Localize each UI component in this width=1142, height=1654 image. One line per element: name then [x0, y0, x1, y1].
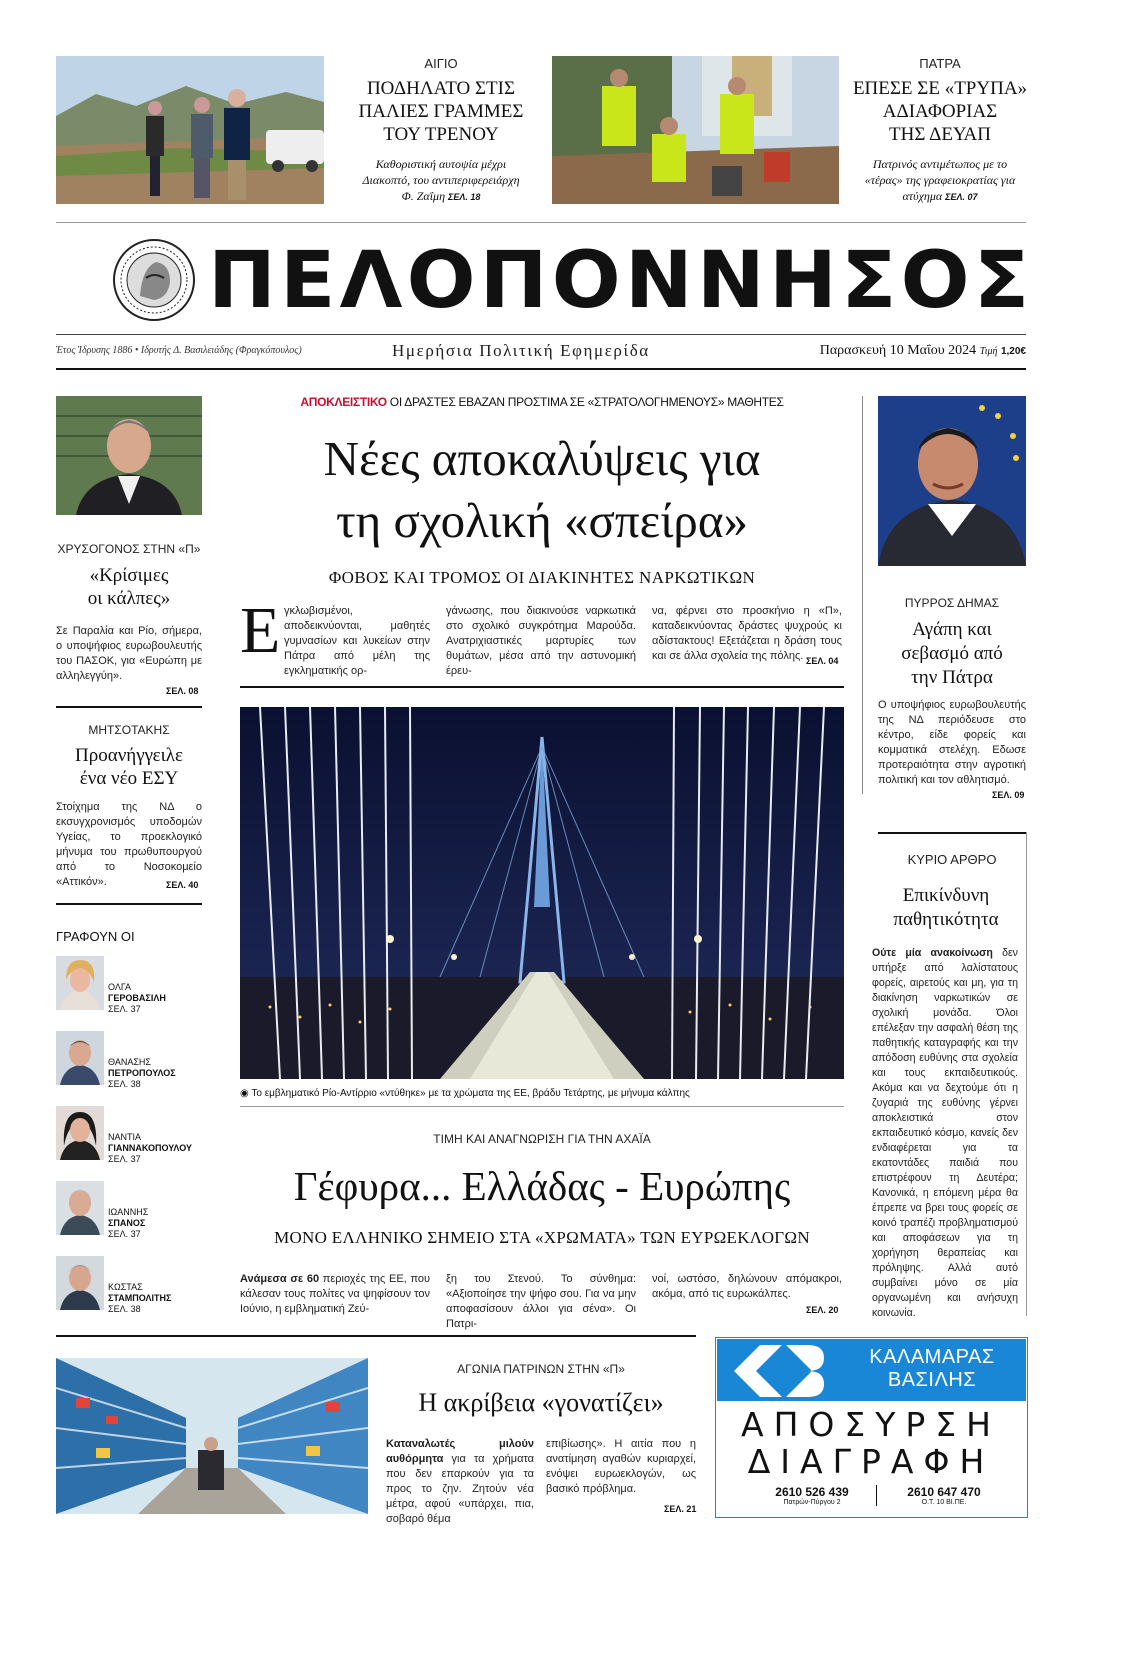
- page-ref[interactable]: ΣΕΛ. 04: [806, 656, 839, 666]
- top-left-headline-line: ΠΑΛΙΕΣ ΓΡΑΜΜΕΣ: [358, 101, 524, 122]
- right1-kicker: ΠΥΡΡΟΣ ΔΗΜΑΣ: [904, 596, 1000, 610]
- divider: [862, 396, 863, 794]
- writer-item[interactable]: [56, 1256, 206, 1312]
- divider: [56, 706, 202, 708]
- advertisement[interactable]: [715, 1337, 1028, 1518]
- top-right-headline-line: ΤΗΣ ΔΕΥΑΠ: [889, 124, 991, 145]
- editorial-body: [872, 946, 1018, 1321]
- ad-service-line: ΑΠΟΣΥΡΣΗ: [741, 1405, 1001, 1444]
- left2-headline[interactable]: [56, 744, 202, 790]
- lead-subheadline: ΦΟΒΟΣ ΚΑΙ ΤΡΟΜΟΣ ΟΙ ΔΙΑΚΙΝΗΤΕΣ ΝΑΡΚΩΤΙΚΩΝ: [328, 568, 756, 587]
- divider: [56, 222, 1026, 223]
- lead-headline-line: τη σχολική «σπείρα»: [335, 493, 749, 548]
- left1-headline[interactable]: [56, 564, 202, 610]
- masthead-title[interactable]: ΠΕΛΟΠΟΝΝΗΣΟΣ: [208, 236, 1034, 326]
- top-right-sub-line: ατύχημα: [902, 189, 943, 203]
- bottom-column: επιβίωσης». Η αιτία που η ανατίμηση αγαθών κυριαρχεί, ενόψει ευρωεκλογών, ως βασικό πρόβλημα.: [546, 1438, 696, 1495]
- top-left-kicker: ΑΙΓΙΟ: [424, 56, 458, 71]
- writer-first-name: ΝΑΝΤΙΑ: [108, 1132, 142, 1142]
- left-portrait-photo: [56, 396, 202, 515]
- founded-line: Έτος Ίδρυσης 1886 • Ιδρυτής Δ. Βασιλειάδης (Φραγκόπουλος): [56, 345, 302, 356]
- top-right-headline-line: ΑΔΙΑΦΟΡΙΑΣ: [882, 101, 998, 122]
- bridge-column: ξη του Στενού. Το σύνθημα: «Αξιοποίησε την ψήφο σου. Για να μην αποφασίσουν άλλοι για σένα». Οι Πατρι-: [446, 1273, 636, 1330]
- page-ref[interactable]: ΣΕΛ. 20: [806, 1305, 839, 1315]
- writer-page: ΣΕΛ. 37: [108, 1154, 141, 1164]
- bottom-headline[interactable]: Η ακρίβεια «γονατίζει»: [418, 1388, 664, 1417]
- bridge-photo[interactable]: [240, 707, 844, 1079]
- bottom-kicker: ΑΓΩΝΙΑ ΠΑΤΡΙΝΩΝ ΣΤΗΝ «Π»: [457, 1362, 625, 1376]
- bridge-lead-bold: Ανάμεσα σε 60: [240, 1273, 320, 1285]
- left1-kicker: ΧΡΥΣΟΓΟΝΟΣ ΣΤΗΝ «Π»: [57, 542, 201, 556]
- camera-icon: ◉: [240, 1088, 249, 1099]
- writer-page: ΣΕΛ. 38: [108, 1304, 141, 1314]
- writer-item[interactable]: [56, 1031, 206, 1087]
- page-ref[interactable]: ΣΕΛ. 18: [448, 192, 481, 202]
- bridge-caption: Το εμβληματικό Ρίο-Αντίρριο «ντύθηκε» με τα χρώματα της ΕΕ, βράδυ Τετάρτης, με μήνυμα κάλπης: [251, 1088, 690, 1099]
- page-ref[interactable]: ΣΕΛ. 21: [664, 1504, 697, 1514]
- bridge-subheadline: ΜΟΝΟ ΕΛΛΗΝΙΚΟ ΣΗΜΕΙΟ ΣΤΑ «ΧΡΩΜΑΤΑ» ΤΩΝ ΕΥΡΩΕΚΛΟΓΩΝ: [274, 1228, 810, 1247]
- lead-column: να, φέρνει στο προσκήνιο η «Π», καταδεικνύοντας δράστες ψυχρούς κι αδίστακτους! Εξετάζεται η δράση τους και σε άλλα σχολεία της πόλης.: [652, 605, 842, 662]
- ad-name-line: ΚΑΛΑΜΑΡΑΣ: [869, 1346, 995, 1368]
- supermarket-photo: [56, 1358, 368, 1514]
- ad-service-line: ΔΙΑΓΡΑΦΗ: [747, 1442, 995, 1481]
- lead-headline[interactable]: [232, 428, 852, 552]
- writer-last-name: ΣΠΑΝΟΣ: [108, 1218, 146, 1228]
- ad-service: [726, 1406, 1016, 1480]
- divider: [240, 686, 844, 688]
- writer-last-name: ΣΤΑΜΠΟΛΙΤΗΣ: [108, 1293, 172, 1303]
- top-right-kicker: ΠΑΤΡΑ: [919, 56, 961, 71]
- top-left-photo: [56, 56, 324, 204]
- top-left-sub-line: Διακοπτό, του αντιπεριφερειάρχη: [362, 173, 520, 187]
- bridge-column: [240, 1272, 430, 1317]
- lead-column: γάνωσης, που διακινούσε ναρκωτικά στο σχολικό συγκρότημα Μαρούδα. Ανατριχιαστικές μαρτυρίες των θυμάτων, μέσα από την αστυνομική έρευ-: [446, 605, 636, 677]
- writer-item[interactable]: [56, 956, 206, 1012]
- tagline: Ημερήσια Πολιτική Εφημερίδα: [392, 341, 650, 360]
- lead-dropcap: Ε: [240, 594, 281, 667]
- writer-last-name: ΓΙΑΝΝΑΚΟΠΟΥΛΟΥ: [108, 1143, 192, 1153]
- writer-first-name: ΘΑΝΑΣΗΣ: [108, 1057, 151, 1067]
- ad-name: [844, 1346, 1020, 1392]
- masthead-logo-icon: [112, 238, 196, 322]
- left1-body: Σε Παραλία και Ρίο, σήμερα, ο υποψήφιος ευρωβουλευτής του ΠΑΣΟΚ, για «Ευρώπη με αλληλεγγύη».: [56, 625, 202, 682]
- left1-headline-line: «Κρίσιμες: [89, 565, 169, 586]
- writer-first-name: ΟΛΓΑ: [108, 982, 131, 992]
- bridge-kicker: ΤΙΜΗ ΚΑΙ ΑΝΑΓΝΩΡΙΣΗ ΓΙΑ ΤΗΝ ΑΧΑΪΑ: [433, 1132, 651, 1146]
- writer-page: ΣΕΛ. 37: [108, 1229, 141, 1239]
- divider: [240, 1106, 844, 1107]
- top-right-sub-line: Πατρινός αντιμέτωπος με το: [872, 157, 1008, 171]
- issue-date: Παρασκευή 10 Μαΐου 2024: [819, 343, 977, 358]
- lead-column: γκλωβισμένοι, αποδεικνύονται, μαθητές γυμνασίων και λυκείων στην Πάτρα από μέλη της εγκληματικής ορ-: [284, 605, 430, 677]
- right-portrait-photo: [878, 396, 1026, 566]
- left2-body: Στοίχημα της ΝΔ ο εκσυγχρονισμός υποδομών Υγείας, το προεκλογικό μήνυμα του πρωθυπουργού από το Νοσοκομείο «Αττικόν».: [56, 801, 202, 888]
- ad-phone[interactable]: 2610 647 470: [907, 1485, 981, 1499]
- writer-page: ΣΕΛ. 37: [108, 1004, 141, 1014]
- writer-portrait: [56, 956, 104, 1010]
- ad-address: Πατρών-Πύργου 2: [783, 1499, 841, 1506]
- writer-portrait: [56, 1256, 104, 1310]
- ad-logo-icon: [734, 1345, 824, 1397]
- writer-last-name: ΓΕΡΟΒΑΣΙΛΗ: [108, 993, 166, 1003]
- ad-phone[interactable]: 2610 526 439: [775, 1485, 849, 1499]
- right1-headline-line: την Πάτρα: [911, 667, 993, 688]
- page-ref[interactable]: ΣΕΛ. 07: [945, 192, 978, 202]
- right1-headline-line: Αγάπη και: [912, 619, 992, 640]
- writer-portrait: [56, 1181, 104, 1235]
- divider: [56, 1335, 696, 1337]
- price-label: Τιμή: [979, 346, 998, 357]
- writer-first-name: ΚΩΣΤΑΣ: [108, 1282, 143, 1292]
- price: 1,20€: [1000, 346, 1026, 357]
- editorial-lead-bold: Ούτε μία ανακοίνωση: [872, 947, 993, 959]
- writer-portrait: [56, 1031, 104, 1085]
- editorial-headline-line: παθητικότητα: [893, 909, 999, 930]
- editorial-text: δεν υπήρξε από λαλίστατους φορείς, αιρετούς και μη, για τη διακίνηση ναρκωτικών σε σχολική μονάδα. Όλοι επέλεξαν την ασφαλή θέση της παθητικής καταγραφής και την απόδοση ευθύνης στα σχολεία και τους εκπαιδευτικούς. Ακόμα και να δεχτούμε ότι η ζυγαριά της ευθύνης γέρνει αποκλειστικά στον εκπαιδευτικό κόσμο, κανείς δεν ενδιαφέρεται για τα εκατοντάδες παιδιά που επιστρέφουν τη Δευτέρα; Κανονικά, η επόμενη μέρα θα έπρεπε να βρει τους φορείς σε κοινό τραπέζι προβληματισμού και αποφάσεων για τη χορήγηση θεραπείας και πρόληψης. Αλλά αυτό συμβαίνει μόνο σε μία οργανωμένη και ανήσυχη κοινωνία.: [872, 947, 1018, 1319]
- right1-body: Ο υποψήφιος ευρωβουλευτής της ΝΔ περιόδευσε στο κέντρο, είδε φορείς και κομματικά στελέχη. Εδωσε προτεραιότητα στην αγροτική πολιτική και τον αθλητισμό.: [878, 699, 1026, 786]
- left2-kicker: ΜΗΤΣΟΤΑΚΗΣ: [88, 723, 170, 737]
- lead-kicker: ΟΙ ΔΡΑΣΤΕΣ ΕΒΑΖΑΝ ΠΡΟΣΤΙΜΑ ΣΕ «ΣΤΡΑΤΟΛΟΓΗΜΕΝΟΥΣ» ΜΑΘΗΤΕΣ: [389, 395, 784, 409]
- top-right-headline-line: ΕΠΕΣΕ ΣΕ «ΤΡΥΠΑ»: [852, 78, 1028, 99]
- top-left-headline-line: ΠΟΔΗΛΑΤΟ ΣΤΙΣ: [366, 78, 516, 99]
- right1-headline-line: σεβασμό από: [901, 643, 1003, 664]
- divider: [56, 334, 1026, 335]
- bottom-lead-bold: Καταναλωτές μιλούν αυθόρμητα: [386, 1438, 534, 1465]
- top-right-headline[interactable]: [850, 77, 1030, 146]
- top-right-sub-line: «τέρας» της γραφειοκρατίας για: [864, 173, 1016, 187]
- editorial-headline-line: Επικίνδυνη: [902, 885, 990, 906]
- writer-item[interactable]: [56, 1106, 206, 1162]
- left2-headline-line: Προανήγγειλε: [75, 745, 183, 766]
- page-ref[interactable]: ΣΕΛ. 09: [992, 790, 1025, 800]
- ad-address: Ο.Τ. 10 ΒΙ.ΠΕ.: [921, 1499, 967, 1506]
- editorial-headline[interactable]: [866, 884, 1026, 932]
- top-right-photo: [552, 56, 839, 204]
- page-ref[interactable]: ΣΕΛ. 08: [166, 686, 199, 696]
- bridge-column-text: περιοχές της ΕΕ, που κάλεσαν τους πολίτες να ψηφίσουν τον Ιούνιο, η εμβληματική Ζεύ-: [240, 1273, 431, 1315]
- writer-page: ΣΕΛ. 38: [108, 1079, 141, 1089]
- top-left-sub-line: Φ. Ζαΐμη: [401, 189, 446, 203]
- top-left-headline-line: ΤΟΥ ΤΡΕΝΟΥ: [383, 124, 499, 145]
- writer-last-name: ΠΕΤΡΟΠΟΥΛΟΣ: [108, 1068, 176, 1078]
- editorial-label: ΚΥΡΙΟ ΑΡΘΡΟ: [907, 852, 997, 867]
- writer-item[interactable]: [56, 1181, 206, 1237]
- top-left-sub-line: Καθοριστική αυτοψία μέχρι: [375, 157, 507, 171]
- divider: [56, 903, 202, 905]
- bottom-column-text: για τα χρήματα που δεν επαρκούν για τα προς το ζην. Ζητούν νέα μέτρα, αφού «υπάρχει, πια, σοβαρό θέμα: [386, 1453, 534, 1525]
- writer-first-name: ΙΩΑΝΝΗΣ: [108, 1207, 149, 1217]
- writer-portrait: [56, 1106, 104, 1160]
- divider: [56, 368, 1026, 370]
- writers-heading: ΓΡΑΦΟΥΝ ΟΙ: [56, 929, 135, 944]
- left2-headline-line: ένα νέο ΕΣΥ: [79, 768, 179, 789]
- bottom-column: [386, 1437, 534, 1527]
- lead-kicker-exclusive: ΑΠΟΚΛΕΙΣΤΙΚΟ: [300, 395, 387, 409]
- divider: [878, 832, 1026, 834]
- bridge-column: νοί, ωστόσο, δηλώνουν απόμακροι, ακόμα, από τις ευρωκάλπες.: [652, 1273, 842, 1300]
- left1-headline-line: οι κάλπες»: [87, 588, 171, 609]
- lead-headline-line: Νέες αποκαλύψεις για: [323, 431, 761, 486]
- ad-name-line: ΒΑΣΙΛΗΣ: [887, 1369, 977, 1391]
- right1-headline[interactable]: [878, 618, 1026, 690]
- bridge-headline[interactable]: Γέφυρα... Ελλάδας - Ευρώπης: [293, 1163, 791, 1209]
- page-ref[interactable]: ΣΕΛ. 40: [166, 880, 199, 890]
- top-left-headline[interactable]: [336, 77, 546, 146]
